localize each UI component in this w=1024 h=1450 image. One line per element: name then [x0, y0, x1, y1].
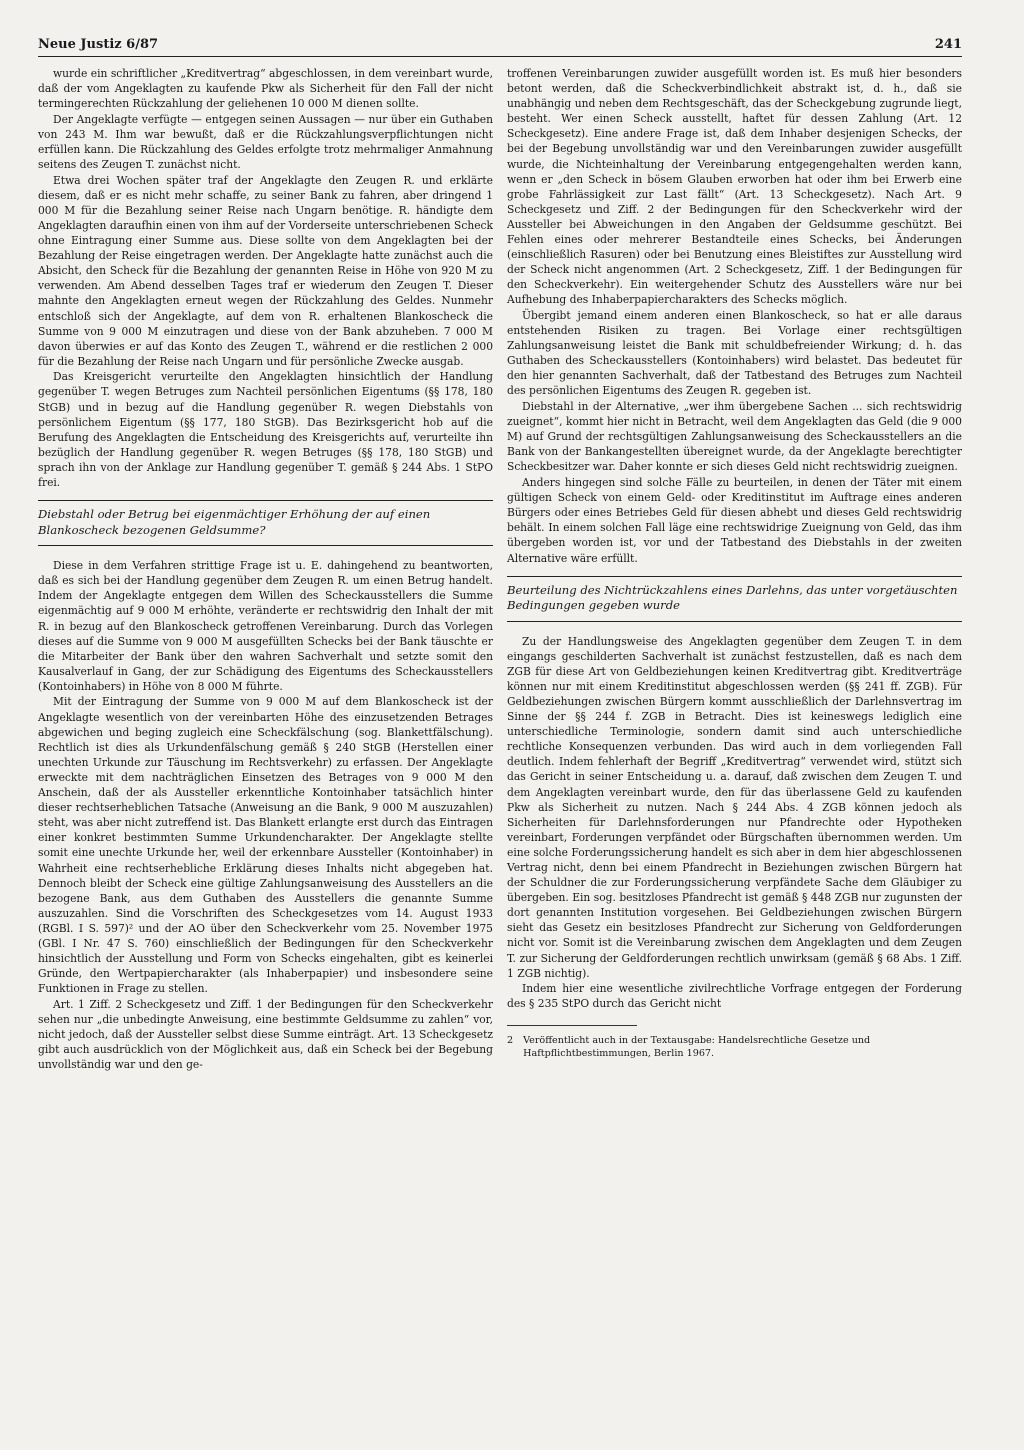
footnote-divider: [507, 1025, 637, 1026]
right-paragraphs-b: [507, 634, 962, 1012]
right-column: [507, 66, 962, 1060]
left-column: [38, 66, 493, 1073]
subheading-loan-repayment: Beurteilung des Nichtrückzahlens eines Darlehns, das unter vorgetäuschten Bedingungen gegeben wurde: [507, 576, 962, 622]
footnote: [507, 1034, 962, 1060]
paragraph: Diese in dem Verfahren strittige Frage ist u. E. dahingehend zu beantworten, daß es sich bei der Handlung gegenüber dem Zeugen R. um einen Betrug handelt. Indem der Angeklagte entgegen dem Willen des Scheckausstellers die Summe eigenmächtig auf 9 000 M erhöhte, veränderte er rechtswidrig den Inhalt der mit R. in bezug auf den Blankoscheck getroffenen Vereinbarung. Durch das Vorlegen dieses auf die Summe von 9 000 M ausgefüllten Schecks bei der Bank täuschte er die Mitarbeiter der Bank über den wahren Sachverhalt und setzte somit den Kausalverlauf in Gang, der zur Schädigung des Eigentums des Scheckausstellers (Kontoinhabers) in Höhe von 8 000 M führte.: [38, 559, 493, 693]
footnote-text: Veröffentlicht auch in der Textausgabe: Handelsrechtliche Gesetze und Haftpflichtbestimmungen, Berlin 1967.: [523, 1035, 871, 1060]
paragraph: Mit der Eintragung der Summe von 9 000 M auf dem Blankoscheck ist der Angeklagte wesentlich von der vereinbarten Höhe des einzusetzenden Betrages abgewichen und beging zugleich eine Scheckfälschung (sog. Blankettfälschung). Rechtlich ist dies als Urkundenfälschung gemäß § 240 StGB (Herstellen einer unechten Urkunde zur Täuschung im Rechtsverkehr) zu erfassen. Der Angeklagte erweckte mit dem nachträglichen Einsetzen des Betrages von 9 000 M den Anschein, daß der als Aussteller erkenntliche Kontoinhaber tatsächlich hinter dieser rechtserheblichen Tatsache (Anweisung an die Bank, 9 000 M auszuzahlen) steht, was aber nicht zutreffend ist. Das Blankett erlangte erst durch das Eintragen einer konkret bestimmten Summe Urkundencharakter. Der Angeklagte stellte somit eine unechte Urkunde her, weil der erkennbare Aussteller (Kontoinhaber) in Wahrheit eine rechtserhebliche Erklärung dieses Inhalts nicht abgegeben hat. Dennoch bleibt der Scheck eine gültige Zahlungsanweisung des Ausstellers an die bezogene Bank, aus dem Guthaben des Ausstellers die genannte Summe auszuzahlen. Sind die Vorschriften des Scheckgesetzes vom 14. August 1933 (RGBl. I S. 597)² und der AO über den Scheckverkehr vom 25. November 1975 (GBl. I Nr. 47 S. 760) einschließlich der Bedingungen für den Scheckverkehr hinsichtlich der Ausstellung und Form von Schecks eingehalten, gibt es keinerlei Gründe, den Wertpapiercharakter (als Inhaberpapier) und insbesondere seine Funktionen in Frage zu stellen.: [38, 695, 493, 996]
paragraph: Anders hingegen sind solche Fälle zu beurteilen, in denen der Täter mit einem gültigen Scheck von einem Geld- oder Kreditinstitut im Auftrage eines anderen Bürgers oder eines Betriebes Geld für diesen abhebt und dieses Geld rechtswidrig behält. In einem solchen Fall läge eine rechtswidrige Zueignung von Geld, das ihm übergeben worden ist, vor und der Tatbestand des Diebstahls in der zweiten Alternative wäre erfüllt.: [507, 476, 962, 565]
paragraph: Diebstahl in der Alternative, „wer ihm übergebene Sachen ... sich rechtswidrig zueignet“, kommt hier nicht in Betracht, weil dem Angeklagten das Geld (die 9 000 M) auf Grund der rechtsgültigen Zahlungsanweisung des Scheckausstellers an die Bank von der Bankangestellten übereignet wurde, da der Angeklagte berechtigter Scheckbesitzer war. Daher konnte er sich dieses Geld nicht rechtswidrig zueignen.: [507, 400, 962, 474]
left-paragraphs-b: [38, 558, 493, 1072]
journal-title: Neue Justiz 6/87: [38, 37, 159, 52]
paragraph: Art. 1 Ziff. 2 Scheckgesetz und Ziff. 1 der Bedingungen für den Scheckverkehr sehen nur „die unbedingte Anweisung, eine bestimmte Geldsumme zu zahlen“ vor, nicht jedoch, daß der Aussteller selbst diese Summe einträgt. Art. 13 Scheckgesetz gibt auch ausdrücklich von der Möglichkeit aus, daß ein Scheck bei der Begebung unvollständig war und den ge-: [38, 997, 493, 1072]
paragraph: Zu der Handlungsweise des Angeklagten gegenüber dem Zeugen T. in dem eingangs geschilderten Sachverhalt ist zunächst festzustellen, daß es nach dem ZGB für diese Art von Geldbeziehungen keinen Kreditvertrag gibt. Kreditverträge können nur mit einem Kreditinstitut abgeschlossen werden (§§ 241 ff. ZGB). Für Geldbeziehungen zwischen Bürgern kommt ausschließlich der Darlehnsvertrag im Sinne der §§ 244 f. ZGB in Betracht. Dies ist keineswegs lediglich eine unterschiedliche Terminologie, sondern damit sind auch unterschiedliche rechtliche Konsequenzen verbunden. Das wird auch in dem vorliegenden Fall deutlich. Indem fehlerhaft der Begriff „Kreditvertrag“ verwendet wird, stützt sich das Gericht in seiner Entscheidung u. a. darauf, daß zwischen dem Zeugen T. und dem Angeklagten vereinbart wurde, den für das überlassene Geld zu kaufenden Pkw als Sicherheit zu nutzen. Nach § 244 Abs. 4 ZGB können jedoch als Sicherheiten für Darlehnsforderungen nur Pfandrechte oder Hypotheken vereinbart, Forderungen verpfändet oder Bürgschaften übernommen werden. Um eine solche Forderungssicherung handelt es sich aber in dem hier abgeschlossenen Vertrag nicht, denn bei einem Pfandrecht in Beziehungen zwischen Bürgern hat der Schuldner die zur Forderungssicherung verpfändete Sache dem Gläubiger zu übergeben. Ein sog. besitzloses Pfandrecht ist gemäß § 448 ZGB nur zugunsten der dort genannten Institution vorgesehen. Bei Geldbeziehungen zwischen Bürgern sieht das Gesetz ein besitzloses Pfandrecht zur Sicherung von Geldforderungen nicht vor. Somit ist die Vereinbarung zwischen dem Angeklagten und dem Zeugen T. zur Sicherung der Geldforderungen rechtlich unwirksam (gemäß § 68 Abs. 1 Ziff. 1 ZGB nichtig).: [507, 634, 962, 980]
right-paragraphs-a: [507, 66, 962, 566]
paragraph: Etwa drei Wochen später traf der Angeklagte den Zeugen R. und erklärte diesem, daß er es nicht mehr schaffe, zu seiner Bank zu fahren, aber dringend 1 000 M für die Bezahlung seiner Reise nach Ungarn benötige. R. händigte dem Angeklagten daraufhin einen von ihm auf der Vorderseite unterschriebenen Scheck ohne Eintragung einer Summe aus. Diese sollte von dem Angeklagten bei der Bezahlung der Reise eingetragen werden. Der Angeklagte hatte zunächst auch die Absicht, den Scheck für die Bezahlung der genannten Reise in Höhe von 920 M zu verwenden. Am Abend desselben Tages traf er wiederum den Zeugen T. Dieser mahnte den Angeklagten erneut wegen der Rückzahlung des Geldes. Nunmehr entschloß sich der Angeklagte, auf dem von R. erhaltenen Blankoscheck die Summe von 9 000 M einzutragen und diese von der Bank abzuheben. 7 000 M davon überwies er auf das Konto des Zeugen T., während er die restlichen 2 000 für die Bezahlung der Reise nach Ungarn und für persönliche Zwecke ausgab.: [38, 173, 493, 368]
paragraph: Übergibt jemand einem anderen einen Blankoscheck, so hat er alle daraus entstehenden Risiken zu tragen. Bei Vorlage einer rechtsgültigen Zahlungsanweisung leistet die Bank mit schuldbefreiender Wirkung; d. h. das Guthaben des Scheckausstellers (Kontoinhabers) wird belastet. Das bedeutet für den hier genannten Sachverhalt, daß der Tatbestand des Betruges zum Nachteil des persönlichen Eigentums des Zeugen R. gegeben ist.: [507, 309, 962, 398]
subheading-theft-or-fraud: Diebstahl oder Betrug bei eigenmächtiger Erhöhung der auf einen Blankoscheck bezogenen Geldsumme?: [38, 500, 493, 546]
paragraph: Indem hier eine wesentliche zivilrechtliche Vorfrage entgegen der Forderung des § 235 StPO durch das Gericht nicht: [507, 982, 962, 1011]
paragraph: Das Kreisgericht verurteilte den Angeklagten hinsichtlich der Handlung gegenüber T. wegen Betruges zum Nachteil persönlichen Eigentums (§§ 178, 180 StGB) und in bezug auf die Handlung gegenüber R. wegen Diebstahls von persönlichem Eigentum (§§ 177, 180 StGB). Das Bezirksgericht hob auf die Berufung des Angeklagten die Entscheidung des Kreisgerichts auf, verurteilte ihn bezüglich der Handlung gegenüber R. wegen Betruges (§§ 178, 180 StGB) und sprach ihn von der Anklage zur Handlung gegenüber T. gemäß § 244 Abs. 1 StPO frei.: [38, 370, 493, 490]
page-number: 241: [934, 37, 962, 52]
paragraph: wurde ein schriftlicher „Kreditvertrag“ abgeschlossen, in dem vereinbart wurde, daß der vom Angeklagten zu kaufende Pkw als Sicherheit für den Fall der nicht termingerechten Rückzahlung der geliehenen 10 000 M dienen sollte.: [38, 67, 493, 111]
footnote-number: 2: [507, 1035, 514, 1047]
paragraph: troffenen Vereinbarungen zuwider ausgefüllt worden ist. Es muß hier besonders betont werden, daß die Scheckverbindlichkeit abstrakt ist, d. h., daß sie unabhängig und neben dem Rechtsgeschäft, das der Scheckgebung zugrunde liegt, besteht. Wer einen Scheck ausstellt, haftet für dessen Zahlung (Art. 12 Scheckgesetz). Eine andere Frage ist, daß dem Inhaber desjenigen Schecks, der bei der Begebung unvollständig war und den Vereinbarungen zuwider ausgefüllt wurde, die Nichteinhaltung der Vereinbarung entgegengehalten werden kann, wenn er „den Scheck in bösem Glauben erworben hat oder ihm bei Erwerb eine grobe Fahrlässigkeit zur Last fällt“ (Art. 13 Scheckgesetz). Nach Art. 9 Scheckgesetz und Ziff. 2 der Bedingungen für den Scheckverkehr wird der Aussteller bei Abweichungen in den Angaben der Geldsumme geschützt. Bei Fehlen eines oder mehrerer Bestandteile eines Schecks, bei Änderungen (einschließlich Rasuren) oder bei Benutzung eines Bleistiftes zur Ausstellung wird der Scheck nicht angenommen (Art. 2 Scheckgesetz, Ziff. 1 der Bedingungen für den Scheckverkehr). Ein weitergehender Schutz des Ausstellers wäre nur bei Aufhebung des Inhaberpapiercharakters des Schecks möglich.: [507, 67, 962, 307]
page-header: [38, 30, 962, 57]
paragraph: Der Angeklagte verfügte — entgegen seinen Aussagen — nur über ein Guthaben von 243 M. Ihm war bewußt, daß er die Rückzahlungsverpflichtungen nicht erfüllen kann. Die Rückzahlung des Geldes erfolgte trotz mehrmaliger Anmahnung seitens des Zeugen T. zunächst nicht.: [38, 112, 493, 172]
left-paragraphs-a: [38, 66, 493, 490]
